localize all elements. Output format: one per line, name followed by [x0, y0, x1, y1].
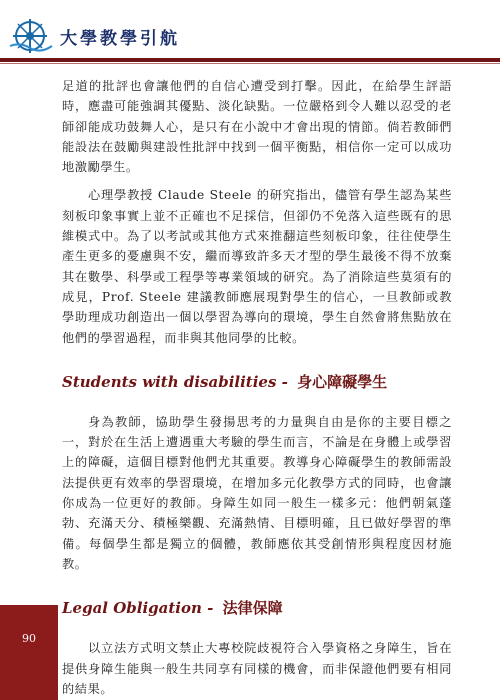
- paragraph-disabilities: 身為教師，協助學生發揚思考的力量與自由是你的主要目標之一，對於在生活上遭遇重大考驗的學生而言，不論是在身體上或學習上的障礙，這個目標對他們尤其重要。教導身心障礙學生的教師需設法提供更有效率的學習環境，在增加多元化教學方式的同時，也會讓你成為一位更好的教師。身障生如同一般生一樣多元：他們朝氣蓬勃、充滿天分、積極樂觀、充滿熱情、目標明確，且已做好學習的準備。每個學生都是獨立的個體，教師應依其受創情形與程度因材施教。: [62, 414, 452, 571]
- paragraph-continued: 足道的批評也會讓他們的自信心遭受到打擊。因此，在給學生評語時，應盡可能強調其優點、淡化缺點。一位嚴格到令人難以忍受的老師卻能成功鼓舞人心，是只有在小說中才會出現的情節。倘若教師們能設法在鼓勵與建設性批評中找到一個平衡點，相信你一定可以成功地激勵學生。: [62, 79, 452, 175]
- section-heading-disabilities: [62, 372, 452, 392]
- page-content: [62, 76, 452, 699]
- section-heading-legal: [62, 598, 452, 618]
- section-heading-en: Legal Obligation -: [62, 599, 214, 618]
- ship-logo-icon: [8, 16, 54, 56]
- page-number-tab: [0, 605, 58, 700]
- header-rule-thin: [0, 63, 500, 64]
- page-number: 90: [22, 632, 36, 645]
- paragraph-steele: 心理學教授 Claude Steele 的研究指出，儘管有學生認為某些刻板印象事實上並不正確也不足採信，但卻仍不免落入這些既有的思維模式中。為了以考試或其他方式來推翻這些刻板印象，往往使學生產生更多的憂慮與不安，繼而導致許多天才型的學生最後不得不放棄其在數學、科學或工程學等專業領域的研究。為了消除這些莫須有的成見，Prof. Steele 建議教師應展現對學生的信心，一旦教師或教學助理成功創造出一個以學習為導向的環境，學生自然會將焦點放在他們的學習過程，而非與其他同學的比較。: [62, 188, 452, 345]
- section-heading-zh: 身心障礙學生: [297, 372, 388, 391]
- paragraph-legal: 以立法方式明文禁止大專校院歧視符合入學資格之身障生，旨在提供身障生能與一般生共同享有同樣的機會，而非保證他們要有相同的結果。: [62, 641, 452, 696]
- section-heading-zh: 法律保障: [222, 599, 283, 618]
- publication-title: 大學教學引航: [60, 29, 180, 49]
- header-rule: [0, 58, 500, 62]
- section-heading-en: Students with disabilities -: [62, 372, 288, 391]
